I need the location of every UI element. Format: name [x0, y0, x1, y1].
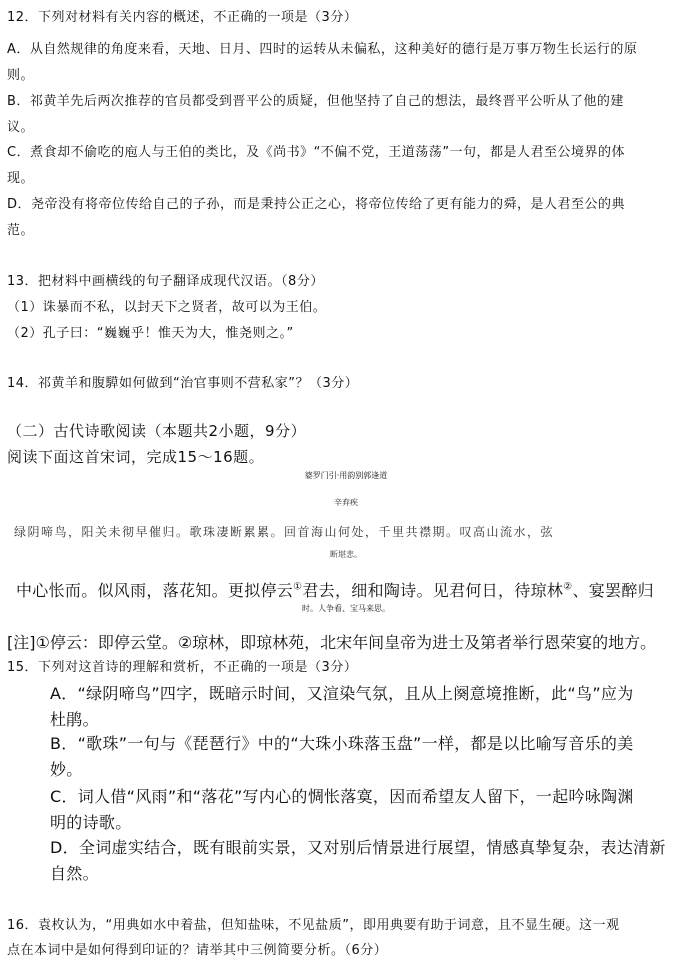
poem-note: [注]①停云：即停云堂。②琼林，即琼林苑，北宋年间皇帝为进士及第者举行恩荣宴的地方。 — [7, 633, 657, 652]
q12-option-c: C．煮食却不偷吃的庖人与王伯的类比，及《尚书》“不偏不党，王道荡荡”一句，都是人君至公境界的体 — [7, 145, 626, 160]
q12-option-b-cont: 议。 — [7, 120, 35, 135]
footnote-marker-1: ① — [293, 581, 303, 593]
q13-stem: 13．把材料中画横线的句子翻译成现代汉语。（8分） — [7, 274, 324, 289]
footnote-marker-2: ② — [563, 581, 573, 593]
q15-option-d: D．全词虚实结合，既有眼前实景，又对别后情景进行展望，情感真挚复杂，表达清新 — [50, 838, 666, 857]
q16-line-2: 点在本词中是如何得到印证的？请举其中三例简要分析。（6分） — [7, 943, 388, 958]
q12-option-d: D．尧帝没有将帝位传给自己的子孙，而是秉持公正之心，将帝位传给了更有能力的舜，是人君至公的典 — [7, 197, 626, 212]
q15-option-c-cont: 明的诗歌。 — [50, 813, 132, 832]
poem-line-4: 时。人争看、宝马来思。 — [302, 604, 390, 613]
section-intro: 阅读下面这首宋词，完成15～16题。 — [7, 448, 265, 466]
poem-line-3: 中心怅而。似风雨，落花知。更拟停云①君去，细和陶诗。见君何日，待琼林②、宴罢醉归 — [16, 581, 654, 600]
q14-stem: 14．祁黄羊和腹騲如何做到“治官事则不营私家”？（3分） — [7, 376, 359, 391]
q15-option-a: A．“绿阴啼鸟”四字，既暗示时间，又渲染气氛，且从上阕意境推断，此“鸟”应为 — [50, 684, 634, 703]
poem-line-1: 绿阴啼鸟，阳关未彻早催归。歌珠凄断累累。回首海山何处，千里共襟期。叹高山流水，弦 — [14, 525, 555, 539]
q15-option-d-cont: 自然。 — [50, 864, 99, 883]
q15-option-b: B．“歌珠”一句与《琵琶行》中的“大珠小珠落玉盘”一样，都是以比喻写音乐的美 — [50, 734, 634, 753]
q12-option-c-cont: 现。 — [7, 171, 35, 186]
section-heading: （二）古代诗歌阅读（本题共2小题，9分） — [7, 422, 307, 440]
q15-option-c: C．词人借“风雨”和“落花”写内心的惆怅落寞，因而希望友人留下，一起吟咏陶渊 — [50, 787, 634, 806]
q13-sentence-2: （2）孔子曰：“巍巍乎！惟天为大，惟尧则之。” — [7, 326, 294, 341]
q16-line-1: 16．袁枚认为，“用典如水中着盐，但知盐味，不见盐质”，即用典要有助于词意，且不显生硬。这一观 — [7, 918, 620, 933]
q12-option-a-cont: 则。 — [7, 68, 35, 83]
q15-option-a-cont: 杜鹃。 — [50, 710, 99, 729]
poem-author: 辛弃疾 — [334, 498, 358, 507]
q15-option-b-cont: 妙。 — [50, 760, 83, 779]
q13-sentence-1: （1）诛暴而不私，以封天下之贤者，故可以为王伯。 — [7, 300, 327, 315]
q12-option-b: B．祁黄羊先后两次推荐的官员都受到晋平公的质疑，但他坚持了自己的想法，最终晋平公听从了他的建 — [7, 94, 624, 109]
q15-stem: 15．下列对这首诗的理解和赏析，不正确的一项是（3分） — [7, 660, 358, 675]
poem-title: 婆罗门引·用韵别郭逢道 — [304, 471, 388, 480]
poem-line-2: 断堪悲。 — [330, 550, 362, 559]
q12-stem: 12．下列对材料有关内容的概述，不正确的一项是（3分） — [7, 10, 358, 25]
q12-option-d-cont: 范。 — [7, 223, 35, 238]
q12-option-a: A．从自然规律的角度来看，天地、日月、四时的运转从未偏私，这种美好的德行是万事万物生长运行的原 — [7, 42, 638, 57]
